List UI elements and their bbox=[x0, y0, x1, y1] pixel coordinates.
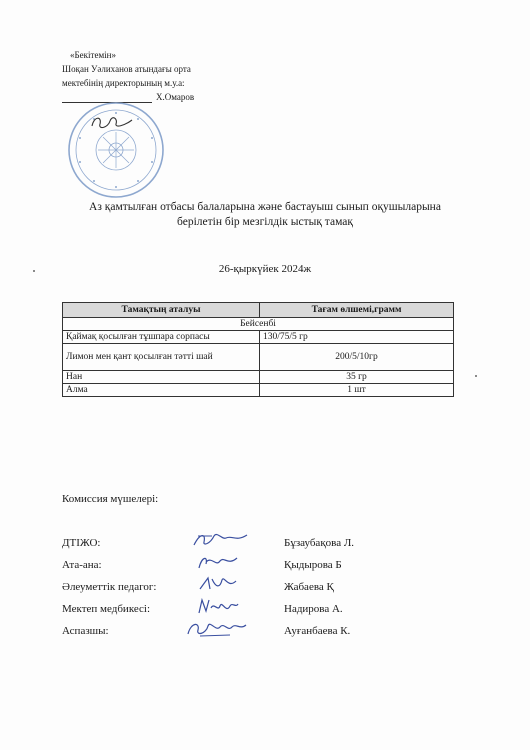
menu-table bbox=[62, 302, 454, 397]
signature-parent bbox=[196, 552, 240, 572]
title-line-1: Аз қамтылған отбасы балаларына және бастауыш сынып оқушыларына bbox=[89, 201, 441, 213]
title-line-2: берілетін бір мезгілдік ыстық тамақ bbox=[177, 216, 353, 228]
commission-member bbox=[62, 537, 462, 553]
scan-speck bbox=[475, 375, 477, 377]
commission-member bbox=[62, 603, 462, 619]
member-name: Жабаева Қ bbox=[284, 581, 334, 593]
dish-name: Алма bbox=[63, 384, 260, 397]
commission-member bbox=[62, 625, 462, 641]
member-name: Надирова А. bbox=[284, 603, 343, 615]
dish-amount: 200/5/10гр bbox=[260, 344, 454, 371]
member-role: Мектеп медбикесі: bbox=[62, 603, 151, 615]
menu-day-row bbox=[63, 318, 454, 331]
member-role: Аспазшы: bbox=[62, 625, 109, 637]
dish-name: Лимон мен қант қосылған тәтті шай bbox=[63, 344, 260, 371]
document-title bbox=[40, 200, 490, 230]
menu-day: Бейсенбі bbox=[63, 318, 454, 331]
dish-name: Нан bbox=[63, 371, 260, 384]
member-name: Бұзаубақова Л. bbox=[284, 537, 355, 549]
signature-school-nurse bbox=[196, 596, 240, 618]
dish-amount: 1 шт bbox=[260, 384, 454, 397]
member-name: Қыдырова Б bbox=[284, 559, 342, 571]
school-line-2: мектебінің директорының м.у.а: bbox=[62, 78, 185, 88]
approval-title: «Бекітемін» bbox=[70, 50, 116, 60]
dish-name: Қаймақ қосылған тұшпара сорпасы bbox=[63, 331, 260, 344]
table-row bbox=[63, 371, 454, 384]
director-signature bbox=[88, 112, 138, 132]
header-portion: Тағам өлшемі,грамм bbox=[260, 303, 454, 318]
menu-header-row bbox=[63, 303, 454, 318]
member-name: Ауғанбаева К. bbox=[284, 625, 351, 637]
school-line-1: Шоқан Уәлиханов атындағы орта bbox=[62, 64, 191, 74]
dish-amount: 35 гр bbox=[260, 371, 454, 384]
approval-block bbox=[62, 48, 195, 106]
member-role: Ата-ана: bbox=[62, 559, 102, 571]
commission-title: Комиссия мүшелері: bbox=[62, 493, 159, 505]
signature-dtizho bbox=[192, 530, 250, 550]
signature-cook bbox=[186, 618, 248, 640]
document-date: 26-қыркүйек 2024ж bbox=[218, 263, 312, 275]
table-row bbox=[63, 384, 454, 397]
signature-social-pedagogue bbox=[196, 574, 240, 594]
table-row bbox=[63, 344, 454, 371]
member-role: ДТІЖО: bbox=[62, 537, 101, 549]
table-row bbox=[63, 331, 454, 344]
dish-amount: 130/75/5 гр bbox=[260, 331, 454, 344]
commission-member bbox=[62, 559, 462, 575]
director-name: Х.Омаров bbox=[156, 92, 195, 102]
scan-speck bbox=[33, 270, 35, 272]
header-dish-name: Тамақтың аталуы bbox=[63, 303, 260, 318]
member-role: Әлеуметтік педагог: bbox=[62, 581, 157, 593]
commission-member bbox=[62, 581, 462, 597]
